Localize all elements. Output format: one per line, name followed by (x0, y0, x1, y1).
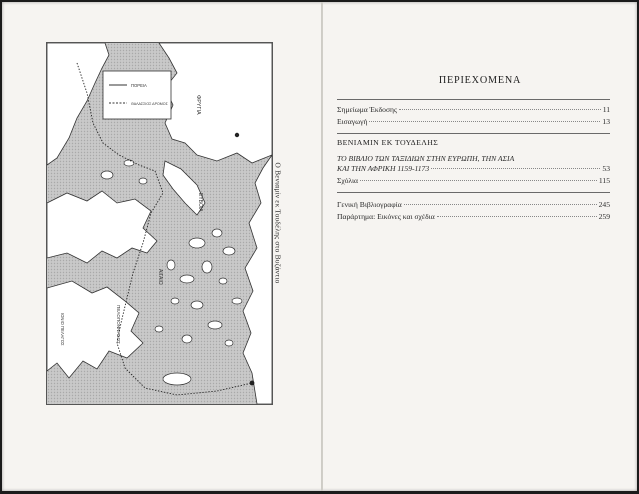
legend-box (103, 71, 171, 119)
toc-entry-page: 11 (602, 105, 610, 114)
toc-entry (337, 211, 610, 222)
label-ionio: ΙΟΝΙΟ ΠΕΛΑΓΟΣ (60, 313, 65, 346)
toc-entry (337, 163, 610, 174)
toc-book-title-line2: ΚΑΙ ΤΗΝ ΑΦΡΙΚΗ 1159-1173 (337, 164, 430, 173)
map-figure (46, 42, 273, 405)
legend-text-sea: ΘΑΛΑΣΣΙΟΣ ΔΡΟΜΟΣ (131, 102, 168, 106)
label-phrygia: ΦΡΥΓΙΑ (195, 95, 201, 115)
toc-entry (337, 199, 610, 210)
toc-rule-top (337, 99, 610, 100)
toc-entry-page: 13 (602, 117, 610, 126)
label-euboia: ΕΥΒΟΙΑ (197, 193, 203, 212)
toc-entry (337, 104, 610, 115)
route-endpoint (250, 381, 255, 386)
toc-entry (337, 175, 610, 186)
right-page (323, 2, 637, 491)
toc-book-title-line1: ΤΟ ΒΙΒΛΙΟ ΤΩΝ ΤΑΞΙΔΙΩΝ ΣΤΗΝ ΕΥΡΩΠΗ, ΤΗΝ ΑΣΙΑ (337, 154, 515, 163)
toc-leader-dots (399, 109, 601, 110)
toc-leader-dots (431, 168, 600, 169)
toc-entry-page: 115 (598, 176, 610, 185)
toc-leader-dots (437, 216, 597, 217)
toc-entry-page: 259 (598, 212, 610, 221)
book-spread (2, 2, 637, 491)
toc-leader-dots (369, 121, 600, 122)
toc-entry-title: Γενική Βιβλιογραφία (337, 200, 402, 209)
toc-entry (337, 116, 610, 127)
toc-entry-title: Παράρτημα: Εικόνες και σχέδια (337, 212, 435, 221)
toc-entry-title: Εισαγωγή (337, 117, 368, 126)
route-marker (235, 133, 239, 137)
toc-leader-dots (360, 180, 597, 181)
toc-entry-page: 53 (602, 164, 610, 173)
toc-entry-page: 245 (598, 200, 610, 209)
toc-title: ΠΕΡΙΕΧΟΜΕΝΑ (438, 75, 522, 86)
label-aigaio: ΑΙΓΑΙΟ (157, 269, 163, 285)
left-page (2, 2, 321, 491)
legend-text-route: ΠΟΡΕΙΑ (131, 83, 147, 88)
map-illustration (47, 43, 272, 404)
label-peloponnisos: ΠΕΛΟΠΟΝΝΗΣΟΣ (116, 305, 121, 345)
toc-leader-dots (404, 204, 597, 205)
toc-rule-bottom (337, 192, 610, 193)
toc-rule-middle (337, 133, 610, 134)
map-caption: Ο Βενιαμίν εκ Τουδέλης στο Βυζάντιο (273, 162, 283, 284)
toc-entry-title: Σχόλια (337, 176, 359, 185)
toc-section-heading: ΒΕΝΙΑΜΙΝ ΕΚ ΤΟΥΔΕΛΗΣ (337, 138, 439, 147)
toc-entry-title: Σημείωμα Έκδοσης (337, 105, 398, 114)
